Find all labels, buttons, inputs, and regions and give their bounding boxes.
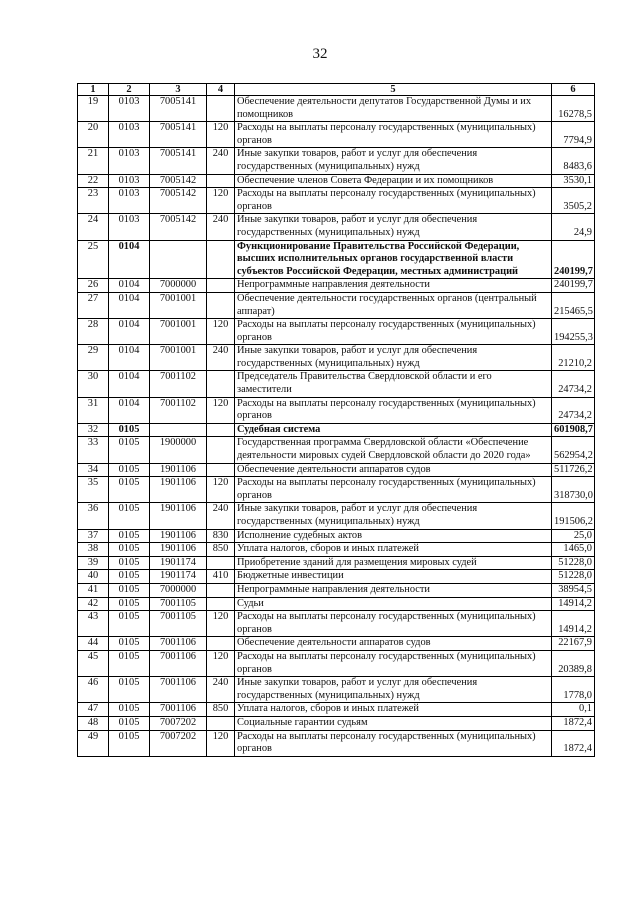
item-name: Иные закупки товаров, работ и услуг для обеспечения государственных (муниципальных) нужд xyxy=(235,503,552,529)
item-name: Судьи xyxy=(235,597,552,611)
target-article-code: 7007202 xyxy=(150,716,207,730)
table-row xyxy=(78,371,595,397)
item-name: Иные закупки товаров, работ и услуг для обеспечения государственных (муниципальных) нужд xyxy=(235,148,552,174)
row-number: 38 xyxy=(78,543,109,557)
row-number: 34 xyxy=(78,463,109,477)
section-code: 0103 xyxy=(109,174,150,188)
row-number: 23 xyxy=(78,188,109,214)
amount: 22167,9 xyxy=(552,637,595,651)
expense-type-code: 240 xyxy=(207,677,235,703)
amount: 24734,2 xyxy=(552,371,595,397)
item-name: Председатель Правительства Свердловской области и его заместители xyxy=(235,371,552,397)
row-number: 29 xyxy=(78,345,109,371)
expense-type-code xyxy=(207,437,235,463)
expense-type-code xyxy=(207,597,235,611)
item-name: Расходы на выплаты персоналу государственных (муниципальных) органов xyxy=(235,730,552,756)
amount: 1778,0 xyxy=(552,677,595,703)
section-code: 0104 xyxy=(109,345,150,371)
table-row xyxy=(78,148,595,174)
amount: 51228,0 xyxy=(552,570,595,584)
table-row xyxy=(78,716,595,730)
table-row xyxy=(78,319,595,345)
table-row xyxy=(78,503,595,529)
table-row xyxy=(78,611,595,637)
table-row xyxy=(78,703,595,717)
item-name: Непрограммные направления деятельности xyxy=(235,279,552,293)
section-code: 0105 xyxy=(109,583,150,597)
row-number: 45 xyxy=(78,650,109,676)
item-name: Обеспечение деятельности депутатов Государственной Думы и их помощников xyxy=(235,96,552,122)
row-number: 26 xyxy=(78,279,109,293)
amount: 240199,7 xyxy=(552,240,595,279)
expense-type-code: 830 xyxy=(207,529,235,543)
target-article-code: 1901174 xyxy=(150,570,207,584)
expense-type-code: 240 xyxy=(207,345,235,371)
item-name: Обеспечение членов Совета Федерации и их помощников xyxy=(235,174,552,188)
item-name: Расходы на выплаты персоналу государственных (муниципальных) органов xyxy=(235,122,552,148)
table-row xyxy=(78,543,595,557)
row-number: 22 xyxy=(78,174,109,188)
item-name: Приобретение зданий для размещения мировых судей xyxy=(235,556,552,570)
target-article-code xyxy=(150,423,207,437)
table-row xyxy=(78,556,595,570)
expense-type-code: 120 xyxy=(207,730,235,756)
row-number: 19 xyxy=(78,96,109,122)
target-article-code: 7001001 xyxy=(150,345,207,371)
section-code: 0105 xyxy=(109,437,150,463)
section-code: 0105 xyxy=(109,650,150,676)
target-article-code: 7005142 xyxy=(150,174,207,188)
amount: 562954,2 xyxy=(552,437,595,463)
section-code: 0104 xyxy=(109,319,150,345)
expense-type-code xyxy=(207,371,235,397)
item-name: Функционирование Правительства Российской Федерации, высших исполнительных органов государственной власти субъектов Российской Федерации, местных администраций xyxy=(235,240,552,279)
target-article-code: 7001001 xyxy=(150,292,207,318)
item-name: Расходы на выплаты персоналу государственных (муниципальных) органов xyxy=(235,188,552,214)
row-number: 40 xyxy=(78,570,109,584)
table-row xyxy=(78,397,595,423)
target-article-code: 1900000 xyxy=(150,437,207,463)
amount: 1872,4 xyxy=(552,730,595,756)
target-article-code: 7005141 xyxy=(150,96,207,122)
target-article-code: 7005142 xyxy=(150,214,207,240)
target-article-code: 1901106 xyxy=(150,543,207,557)
section-code: 0103 xyxy=(109,96,150,122)
table-row xyxy=(78,570,595,584)
expense-type-code: 120 xyxy=(207,397,235,423)
section-code: 0104 xyxy=(109,292,150,318)
amount: 21210,2 xyxy=(552,345,595,371)
amount: 215465,5 xyxy=(552,292,595,318)
expense-type-code: 120 xyxy=(207,122,235,148)
table-row xyxy=(78,650,595,676)
target-article-code: 7001105 xyxy=(150,611,207,637)
row-number: 49 xyxy=(78,730,109,756)
table-row xyxy=(78,677,595,703)
expense-type-code xyxy=(207,556,235,570)
section-code: 0105 xyxy=(109,730,150,756)
target-article-code: 1901106 xyxy=(150,477,207,503)
row-number: 47 xyxy=(78,703,109,717)
target-article-code: 7001106 xyxy=(150,650,207,676)
amount: 191506,2 xyxy=(552,503,595,529)
expense-type-code: 120 xyxy=(207,611,235,637)
expense-type-code: 120 xyxy=(207,650,235,676)
amount: 194255,3 xyxy=(552,319,595,345)
target-article-code: 7001102 xyxy=(150,397,207,423)
expense-type-code: 240 xyxy=(207,148,235,174)
expense-type-code xyxy=(207,240,235,279)
section-code: 0105 xyxy=(109,611,150,637)
amount: 7794,9 xyxy=(552,122,595,148)
section-code: 0105 xyxy=(109,543,150,557)
table-row xyxy=(78,597,595,611)
amount: 16278,5 xyxy=(552,96,595,122)
item-name: Расходы на выплаты персоналу государственных (муниципальных) органов xyxy=(235,650,552,676)
expense-type-code xyxy=(207,96,235,122)
target-article-code: 7001105 xyxy=(150,597,207,611)
amount: 38954,5 xyxy=(552,583,595,597)
section-code: 0103 xyxy=(109,122,150,148)
row-number: 30 xyxy=(78,371,109,397)
section-code: 0105 xyxy=(109,477,150,503)
row-number: 31 xyxy=(78,397,109,423)
header-col-2: 2 xyxy=(109,84,150,96)
section-code: 0105 xyxy=(109,556,150,570)
expense-type-code xyxy=(207,423,235,437)
row-number: 37 xyxy=(78,529,109,543)
target-article-code: 7005141 xyxy=(150,122,207,148)
header-col-5: 5 xyxy=(235,84,552,96)
amount: 0,1 xyxy=(552,703,595,717)
row-number: 48 xyxy=(78,716,109,730)
row-number: 24 xyxy=(78,214,109,240)
expense-type-code xyxy=(207,463,235,477)
table-row xyxy=(78,188,595,214)
item-name: Обеспечение деятельности государственных органов (центральный аппарат) xyxy=(235,292,552,318)
expense-type-code xyxy=(207,583,235,597)
table-row xyxy=(78,423,595,437)
table-row xyxy=(78,122,595,148)
item-name: Иные закупки товаров, работ и услуг для обеспечения государственных (муниципальных) нужд xyxy=(235,214,552,240)
table-row xyxy=(78,637,595,651)
expense-type-code xyxy=(207,174,235,188)
expense-type-code: 410 xyxy=(207,570,235,584)
target-article-code: 7001106 xyxy=(150,703,207,717)
amount: 1465,0 xyxy=(552,543,595,557)
section-code: 0105 xyxy=(109,716,150,730)
table-row xyxy=(78,477,595,503)
amount: 8483,6 xyxy=(552,148,595,174)
target-article-code: 7001001 xyxy=(150,319,207,345)
target-article-code: 1901106 xyxy=(150,503,207,529)
section-code: 0105 xyxy=(109,677,150,703)
row-number: 36 xyxy=(78,503,109,529)
row-number: 27 xyxy=(78,292,109,318)
target-article-code: 7001106 xyxy=(150,637,207,651)
item-name: Расходы на выплаты персоналу государственных (муниципальных) органов xyxy=(235,477,552,503)
amount: 14914,2 xyxy=(552,611,595,637)
target-article-code: 7005142 xyxy=(150,188,207,214)
table-row xyxy=(78,214,595,240)
amount: 601908,7 xyxy=(552,423,595,437)
expense-type-code: 240 xyxy=(207,214,235,240)
row-number: 41 xyxy=(78,583,109,597)
table-row xyxy=(78,292,595,318)
section-code: 0103 xyxy=(109,214,150,240)
budget-table xyxy=(77,83,595,757)
item-name: Иные закупки товаров, работ и услуг для обеспечения государственных (муниципальных) нужд xyxy=(235,677,552,703)
row-number: 39 xyxy=(78,556,109,570)
amount: 20389,8 xyxy=(552,650,595,676)
item-name: Непрограммные направления деятельности xyxy=(235,583,552,597)
item-name: Судебная система xyxy=(235,423,552,437)
section-code: 0105 xyxy=(109,463,150,477)
expense-type-code xyxy=(207,716,235,730)
section-code: 0105 xyxy=(109,503,150,529)
table-row xyxy=(78,96,595,122)
table-row xyxy=(78,529,595,543)
table-row xyxy=(78,345,595,371)
table-row xyxy=(78,240,595,279)
table-row xyxy=(78,730,595,756)
expense-type-code: 850 xyxy=(207,543,235,557)
target-article-code: 7000000 xyxy=(150,583,207,597)
expense-type-code: 240 xyxy=(207,503,235,529)
target-article-code: 1901106 xyxy=(150,463,207,477)
section-code: 0105 xyxy=(109,570,150,584)
amount: 3505,2 xyxy=(552,188,595,214)
table-row xyxy=(78,463,595,477)
target-article-code xyxy=(150,240,207,279)
table-row xyxy=(78,437,595,463)
item-name: Обеспечение деятельности аппаратов судов xyxy=(235,463,552,477)
section-code: 0105 xyxy=(109,423,150,437)
section-code: 0104 xyxy=(109,371,150,397)
header-col-1: 1 xyxy=(78,84,109,96)
row-number: 32 xyxy=(78,423,109,437)
target-article-code: 7001106 xyxy=(150,677,207,703)
item-name: Государственная программа Свердловской области «Обеспечение деятельности мировых судей Свердловской области до 2020 года» xyxy=(235,437,552,463)
section-code: 0105 xyxy=(109,529,150,543)
row-number: 21 xyxy=(78,148,109,174)
target-article-code: 7000000 xyxy=(150,279,207,293)
amount: 24734,2 xyxy=(552,397,595,423)
header-col-4: 4 xyxy=(207,84,235,96)
item-name: Расходы на выплаты персоналу государственных (муниципальных) органов xyxy=(235,611,552,637)
expense-type-code: 850 xyxy=(207,703,235,717)
item-name: Иные закупки товаров, работ и услуг для обеспечения государственных (муниципальных) нужд xyxy=(235,345,552,371)
expense-type-code xyxy=(207,279,235,293)
row-number: 25 xyxy=(78,240,109,279)
item-name: Социальные гарантии судьям xyxy=(235,716,552,730)
expense-type-code: 120 xyxy=(207,319,235,345)
item-name: Расходы на выплаты персоналу государственных (муниципальных) органов xyxy=(235,319,552,345)
row-number: 44 xyxy=(78,637,109,651)
item-name: Уплата налогов, сборов и иных платежей xyxy=(235,703,552,717)
amount: 25,0 xyxy=(552,529,595,543)
target-article-code: 1901174 xyxy=(150,556,207,570)
amount: 511726,2 xyxy=(552,463,595,477)
section-code: 0104 xyxy=(109,397,150,423)
row-number: 42 xyxy=(78,597,109,611)
target-article-code: 1901106 xyxy=(150,529,207,543)
section-code: 0103 xyxy=(109,188,150,214)
target-article-code: 7005141 xyxy=(150,148,207,174)
header-col-3: 3 xyxy=(150,84,207,96)
header-col-6: 6 xyxy=(552,84,595,96)
table-body xyxy=(78,96,595,757)
section-code: 0104 xyxy=(109,279,150,293)
row-number: 20 xyxy=(78,122,109,148)
table-row xyxy=(78,583,595,597)
row-number: 43 xyxy=(78,611,109,637)
row-number: 46 xyxy=(78,677,109,703)
amount: 1872,4 xyxy=(552,716,595,730)
row-number: 33 xyxy=(78,437,109,463)
table-header-row xyxy=(78,84,595,96)
item-name: Расходы на выплаты персоналу государственных (муниципальных) органов xyxy=(235,397,552,423)
expense-type-code: 120 xyxy=(207,477,235,503)
amount: 240199,7 xyxy=(552,279,595,293)
amount: 51228,0 xyxy=(552,556,595,570)
section-code: 0104 xyxy=(109,240,150,279)
item-name: Уплата налогов, сборов и иных платежей xyxy=(235,543,552,557)
section-code: 0105 xyxy=(109,703,150,717)
table-row xyxy=(78,174,595,188)
section-code: 0105 xyxy=(109,597,150,611)
item-name: Исполнение судебных актов xyxy=(235,529,552,543)
row-number: 28 xyxy=(78,319,109,345)
section-code: 0105 xyxy=(109,637,150,651)
amount: 14914,2 xyxy=(552,597,595,611)
expense-type-code xyxy=(207,292,235,318)
amount: 3530,1 xyxy=(552,174,595,188)
section-code: 0103 xyxy=(109,148,150,174)
expense-type-code: 120 xyxy=(207,188,235,214)
amount: 318730,0 xyxy=(552,477,595,503)
table-row xyxy=(78,279,595,293)
row-number: 35 xyxy=(78,477,109,503)
item-name: Обеспечение деятельности аппаратов судов xyxy=(235,637,552,651)
page-number: 32 xyxy=(312,46,328,62)
item-name: Бюджетные инвестиции xyxy=(235,570,552,584)
expense-type-code xyxy=(207,637,235,651)
target-article-code: 7007202 xyxy=(150,730,207,756)
amount: 24,9 xyxy=(552,214,595,240)
target-article-code: 7001102 xyxy=(150,371,207,397)
